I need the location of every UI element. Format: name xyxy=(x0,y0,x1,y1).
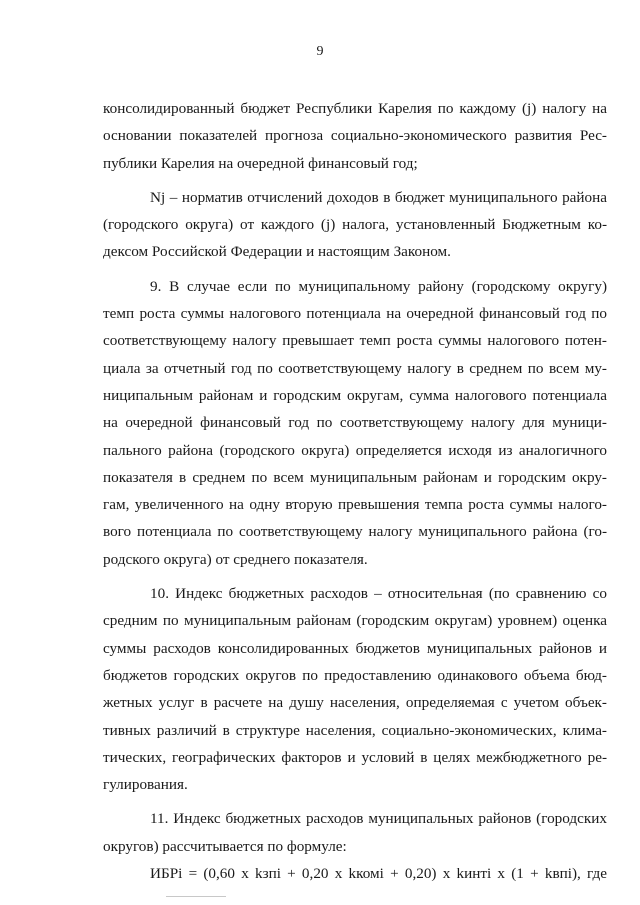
text-line: пального района (городского округа) определяется исходя из аналогичного xyxy=(103,441,607,459)
text-line: тивных различий в структуре населения, социально-экономических, клима- xyxy=(103,721,607,739)
text-line: гулирования. xyxy=(103,776,188,794)
text-line: суммы расходов консолидированных бюджетов муниципальных районов и xyxy=(103,639,607,657)
paragraph-11 xyxy=(103,805,607,860)
text-line: публики Карелия на очередной финансовый год; xyxy=(103,154,418,172)
text-line: 11. Индекс бюджетных расходов муниципальных районов (городских xyxy=(150,810,607,828)
page-number: 9 xyxy=(316,44,324,59)
text-line: на очередной финансовый год по соответствующему налогу для муници- xyxy=(103,414,607,432)
text-line: 10. Индекс бюджетных расходов – относительная (по сравнению со xyxy=(150,585,607,603)
text-line: гам, увеличенного на одну вторую превышения темпа роста суммы налого- xyxy=(103,496,607,514)
formula-line: ИБРi = (0,60 x kзпi + 0,20 x kкомi + 0,20) x kинтi x (1 + kвпi), где xyxy=(150,865,607,883)
text-line: округов) рассчитывается по формуле: xyxy=(103,837,347,855)
text-line: 9. В случае если по муниципальному району (городскому округу) xyxy=(150,277,607,295)
text-line: жетных услуг в расчете на душу населения, определяемая с учетом объек- xyxy=(103,694,607,712)
text-line: ниципальным районам и городским округам, сумма налогового потенциала xyxy=(103,386,607,404)
text-line: темп роста суммы налогового потенциала на очередной финансовый год по xyxy=(103,305,607,323)
text-line: консолидированный бюджет Республики Карелия по каждому (j) налогу на xyxy=(103,100,607,117)
scan-mark xyxy=(166,896,226,897)
text-line: основании показателей прогноза социально-экономического развития Рес- xyxy=(103,127,607,145)
paragraph-continued xyxy=(103,95,607,177)
text-line: дексом Российской Федерации и настоящим Законом. xyxy=(103,243,451,261)
paragraph-9 xyxy=(103,273,607,573)
text-line: бюджетов городских округов по предоставлению одинакового объема бюд- xyxy=(103,666,607,684)
paragraph-10 xyxy=(103,580,607,798)
text-line: вого потенциала по соответствующему налогу муниципального района (го- xyxy=(103,523,607,541)
paragraph-nj-definition xyxy=(103,184,607,266)
text-line: родского округа) от среднего показателя. xyxy=(103,550,368,568)
text-line: соответствующему налогу превышает темп роста суммы налогового потен- xyxy=(103,332,607,350)
text-line: Nj – норматив отчислений доходов в бюджет муниципального района xyxy=(150,188,607,206)
text-line: тических, географических факторов и условий в целях межбюджетного ре- xyxy=(103,748,607,766)
text-line: циала за отчетный год по соответствующему налогу в среднем по всем му- xyxy=(103,359,607,377)
text-line: показателя в среднем по всем муниципальным районам и городским окру- xyxy=(103,468,607,486)
text-line: (городского округа) от каждого (j) налога, установленный Бюджетным ко- xyxy=(103,216,607,234)
text-line: средним по муниципальным районам (городским округам) уровнем) оценка xyxy=(103,612,607,630)
document-body xyxy=(103,95,607,887)
